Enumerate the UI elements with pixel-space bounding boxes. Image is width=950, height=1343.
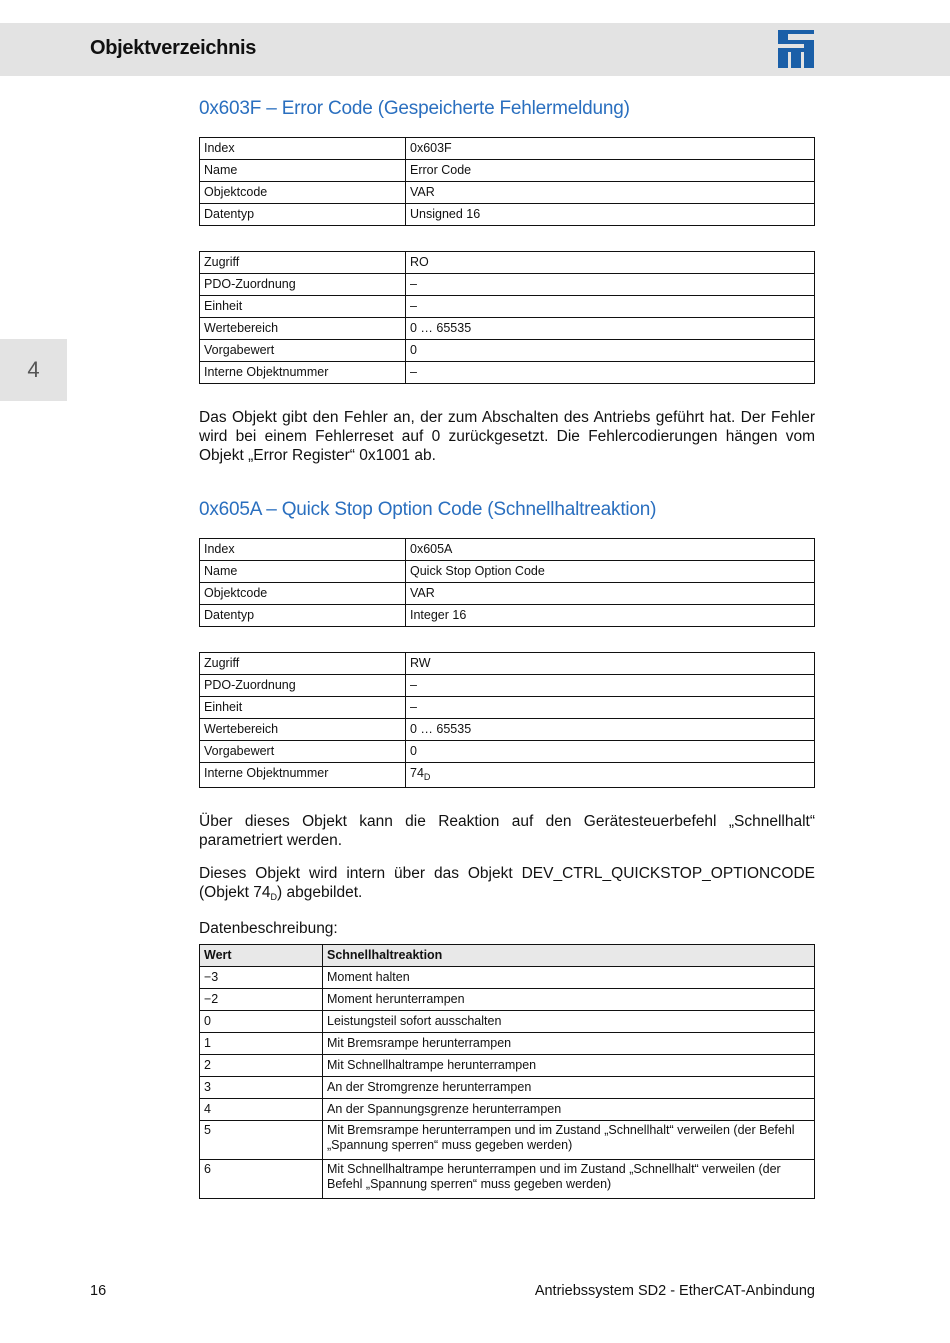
document-title: Antriebssystem SD2 - EtherCAT-Anbindung	[534, 1283, 815, 1299]
table-row	[200, 318, 815, 340]
table-row	[200, 719, 815, 741]
cell-reaction: Mit Bremsrampe herunterrampen und im Zustand „Schnellhalt“ verweilen (der Befehl „Spannung sperren“ muss gegeben werden)	[323, 1121, 815, 1160]
table-value: VAR	[406, 182, 815, 204]
table-key: Datentyp	[200, 605, 406, 627]
decimal-subscript: D	[270, 892, 278, 902]
table-row	[200, 362, 815, 384]
page-title: Objektverzeichnis	[90, 37, 257, 59]
cell-value: −3	[200, 967, 323, 989]
column-header-reaction: Schnellhaltreaktion	[323, 945, 815, 967]
cell-reaction: Mit Schnellhaltrampe herunterrampen und im Zustand „Schnellhalt“ verweilen (der Befehl „Spannung sperren“ muss gegeben werden)	[323, 1160, 815, 1199]
table-row	[200, 1160, 815, 1199]
column-header-wert: Wert	[200, 945, 323, 967]
table-row	[200, 605, 815, 627]
table-value: Integer 16	[406, 605, 815, 627]
table-row	[200, 539, 815, 561]
table-key: Interne Objektnummer	[200, 362, 406, 384]
table-key: Zugriff	[200, 252, 406, 274]
table-row	[200, 1055, 815, 1077]
table-row	[200, 561, 815, 583]
table-value: 0x605A	[406, 539, 815, 561]
table-row	[200, 697, 815, 719]
table-value: 0 … 65535	[406, 719, 815, 741]
paragraph-text: Dieses Objekt wird intern über das Objekt DEV_CTRL_QUICKSTOP_OPTIONCODE (Objekt 74	[199, 865, 815, 901]
table-key: Interne Objektnummer	[200, 763, 406, 788]
table-key: Index	[200, 539, 406, 561]
main-content	[199, 95, 815, 1199]
table-row	[200, 138, 815, 160]
table-value: 0	[406, 741, 815, 763]
table-row	[200, 160, 815, 182]
cell-reaction: An der Spannungsgrenze herunterrampen	[323, 1099, 815, 1121]
chapter-tab: 4	[0, 339, 67, 401]
table-key: Datentyp	[200, 204, 406, 226]
object-access-table	[199, 652, 815, 788]
object-access-table	[199, 251, 815, 384]
cell-value: 5	[200, 1121, 323, 1160]
page-header	[0, 23, 950, 76]
table-row	[200, 1077, 815, 1099]
paragraph-text: ) abgebildet.	[277, 884, 363, 901]
table-header-row	[200, 945, 815, 967]
table-value: –	[406, 296, 815, 318]
cell-value: 3	[200, 1077, 323, 1099]
table-value: –	[406, 697, 815, 719]
description-paragraph: Über dieses Objekt kann die Reaktion auf den Gerätesteuerbefehl „Schnellhalt“ parametriert werden.	[199, 813, 815, 849]
description-paragraph	[199, 864, 815, 907]
page-footer	[90, 1283, 815, 1299]
table-row	[200, 741, 815, 763]
table-value: Error Code	[406, 160, 815, 182]
quickstop-reaction-table	[199, 944, 815, 1199]
page-number: 16	[90, 1283, 107, 1299]
table-key: Zugriff	[200, 653, 406, 675]
cell-reaction: Leistungsteil sofort ausschalten	[323, 1011, 815, 1033]
table-key: Einheit	[200, 296, 406, 318]
table-row	[200, 296, 815, 318]
table-row	[200, 1011, 815, 1033]
table-row	[200, 653, 815, 675]
table-key: PDO-Zuordnung	[200, 675, 406, 697]
cell-value: 6	[200, 1160, 323, 1199]
table-row	[200, 989, 815, 1011]
table-value: RO	[406, 252, 815, 274]
table-row	[200, 182, 815, 204]
cell-value: −2	[200, 989, 323, 1011]
cell-value: 1	[200, 1033, 323, 1055]
table-key: PDO-Zuordnung	[200, 274, 406, 296]
table-row	[200, 583, 815, 605]
table-row	[200, 1099, 815, 1121]
table-key: Wertebereich	[200, 318, 406, 340]
cell-reaction: An der Stromgrenze herunterrampen	[323, 1077, 815, 1099]
table-key: Objektcode	[200, 182, 406, 204]
object-number: 74	[410, 766, 424, 780]
table-value: VAR	[406, 583, 815, 605]
table-value: Quick Stop Option Code	[406, 561, 815, 583]
table-row	[200, 675, 815, 697]
section-heading-0x603f: 0x603F – Error Code (Gespeicherte Fehlermeldung)	[199, 98, 630, 119]
table-value: 0 … 65535	[406, 318, 815, 340]
table-value: RW	[406, 653, 815, 675]
cell-value: 2	[200, 1055, 323, 1077]
table-row	[200, 1033, 815, 1055]
table-value: –	[406, 362, 815, 384]
table-key: Objektcode	[200, 583, 406, 605]
table-key: Name	[200, 561, 406, 583]
table-row	[200, 340, 815, 362]
table-value: 0x603F	[406, 138, 815, 160]
table-value: –	[406, 274, 815, 296]
table-key: Einheit	[200, 697, 406, 719]
cell-reaction: Mit Bremsrampe herunterrampen	[323, 1033, 815, 1055]
cell-reaction: Mit Schnellhaltrampe herunterrampen	[323, 1055, 815, 1077]
description-paragraph: Das Objekt gibt den Fehler an, der zum Abschalten des Antriebs geführt hat. Der Fehler wird bei einem Fehlerreset auf 0 zurückgesetzt. Die Fehlercodierungen hängen vom Objekt „Error Register“ 0x1001 ab.	[199, 409, 815, 464]
table-key: Name	[200, 160, 406, 182]
cell-value: 4	[200, 1099, 323, 1121]
cell-reaction: Moment halten	[323, 967, 815, 989]
table-value	[406, 763, 815, 788]
table-key: Vorgabewert	[200, 741, 406, 763]
table-row	[200, 204, 815, 226]
table-value: –	[406, 675, 815, 697]
table-key: Vorgabewert	[200, 340, 406, 362]
object-info-table	[199, 538, 815, 627]
table-key: Index	[200, 138, 406, 160]
table-value: Unsigned 16	[406, 204, 815, 226]
table-row	[200, 252, 815, 274]
data-description-label: Datenbeschreibung:	[199, 920, 338, 937]
table-row	[200, 1121, 815, 1160]
object-info-table	[199, 137, 815, 226]
table-value: 0	[406, 340, 815, 362]
section-heading-0x605a: 0x605A – Quick Stop Option Code (Schnellhaltreaktion)	[199, 499, 657, 520]
table-row	[200, 274, 815, 296]
table-key: Wertebereich	[200, 719, 406, 741]
table-row	[200, 763, 815, 788]
table-row	[200, 967, 815, 989]
company-logo	[778, 30, 814, 68]
cell-reaction: Moment herunterrampen	[323, 989, 815, 1011]
decimal-subscript: D	[423, 772, 431, 782]
cell-value: 0	[200, 1011, 323, 1033]
